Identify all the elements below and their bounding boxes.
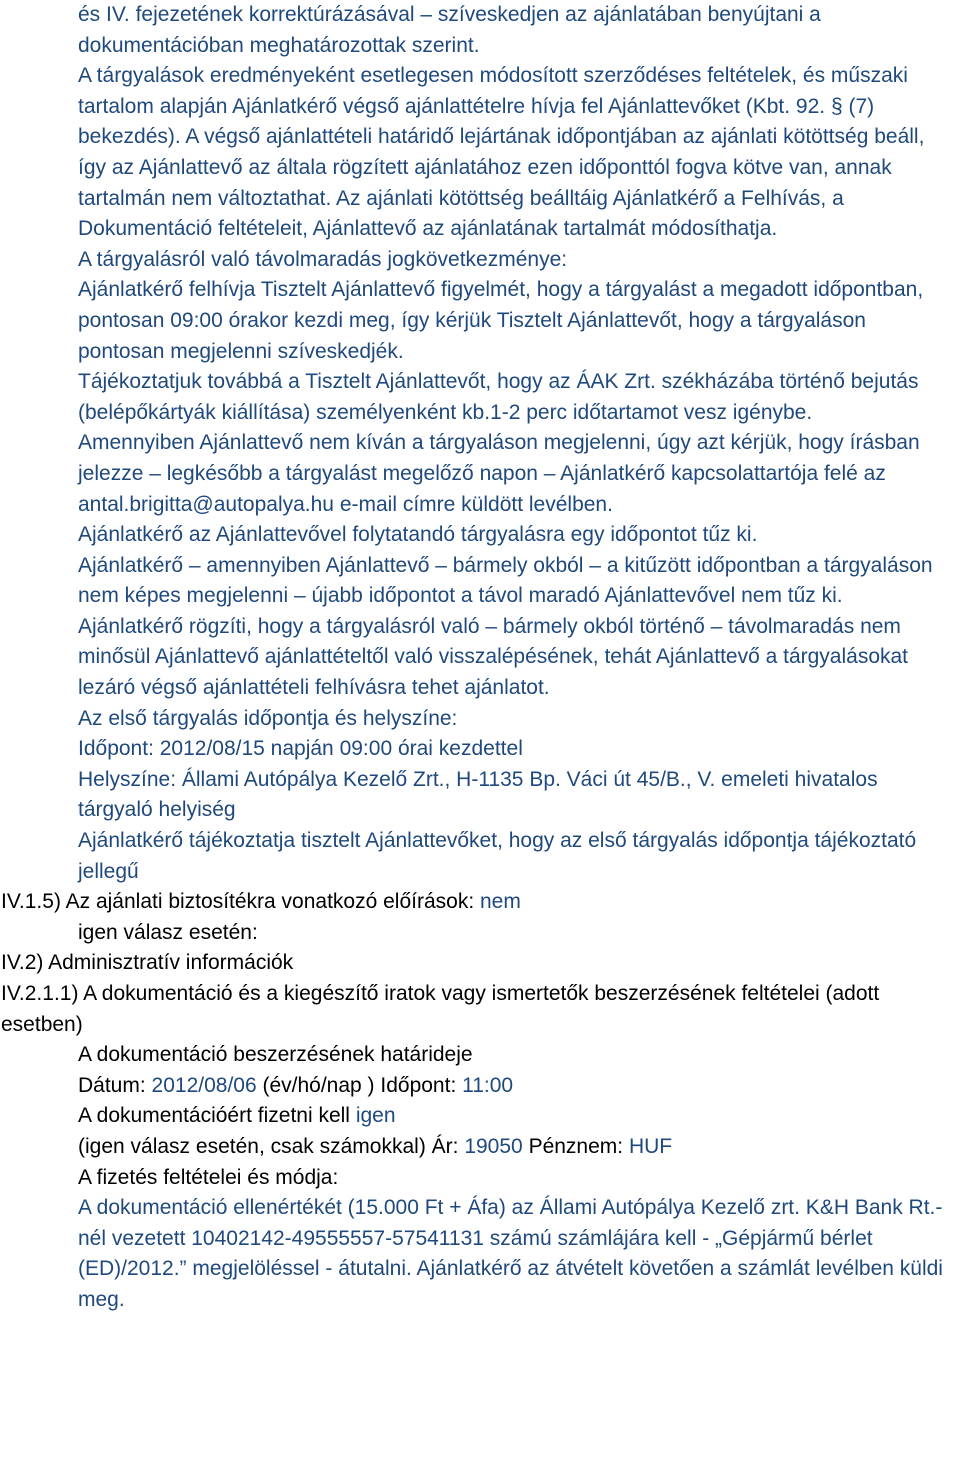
paragraph-tavolmaradas-jelzes: Amennyiben Ajánlattevő nem kíván a tárgyaláson megjelenni, úgy azt kérjük, hogy írásban jelezze – legkésőbb a tárgyalást megelőző napon – Ajánlatkérő kapcsolattartója felé az antal.brigitta@autopalya.hu e-mail címre küldött levélben. <box>78 431 920 516</box>
penznem-value: HUF <box>628 1134 673 1158</box>
section-ajanlati-biztositek-label: IV.1.5) Az ajánlati biztosítékra vonatkozó előírások: <box>1 890 480 914</box>
heading-elso-targyalas: Az első tárgyalás időpontja és helyszíne: <box>78 706 458 730</box>
fizetni-kell-value: igen <box>355 1104 396 1128</box>
fizetes-feltetelei-text: A dokumentáció ellenértékét (15.000 Ft + Áfa) az Állami Autópálya Kezelő zrt. K&H Bank Rt.-nél vezetett 10402142-49555557-57541131 számú számlájára kell - „Gépjármű bérlet (ED)/2012.” megjelöléssel - átutalni. Ajánlatkérő az átvételt követően a számlát levélben küldi meg. <box>78 1196 943 1311</box>
paragraph-ujabb-idopont: Ajánlatkérő – amennyiben Ajánlattevő – bármely okból – a kitűzött időpontban a tárgyaláson nem képes megjelenni – újabb időpontot a távol maradó Ajánlattevővel nem tűz ki. <box>78 553 933 608</box>
paragraph-tajekoztato-jellegu: Ajánlatkérő tájékoztatja tisztelt Ajánlattevőket, hogy az első tárgyalás időpontja tájékoztató jellegű <box>78 829 917 883</box>
heading-tavolmaradas: A tárgyalásról való távolmaradás jogkövetkezménye: <box>78 247 568 271</box>
fizetni-kell-line <box>0 1101 960 1132</box>
idopont-value: 11:00 <box>462 1073 514 1097</box>
paragraph-idopont-kituzes: Ajánlatkérő az Ajánlattevővel folytatandó tárgyalásra egy időpontot tűz ki. <box>78 523 758 547</box>
paragraph-tavolmaradas-figyelem: Ajánlatkérő felhívja Tisztelt Ajánlattevő figyelmét, hogy a tárgyalást a megadott időpontban, pontosan 09:00 órakor kezdi meg, így kérjük Tisztelt Ajánlattevőt, hogy a tárgyaláson pontosan megjelenni szíveskedjék. <box>78 278 924 363</box>
ar-penznem-line <box>0 1132 960 1163</box>
paragraph-vegso-ajanlattetel: A tárgyalások eredményeként esetlegesen módosított szerződéses feltételek, és műszaki tartalom alapján Ajánlatkérő végső ajánlattételre hívja fel Ajánlattevőket (Kbt. 92. § (7) bekezdés). A végső ajánlattételi határidő lejártának időpontjában az ajánlati kötöttség beáll, így az Ajánlattevő az általa rögzített ajánlatához ezen időponttól fogva kötve van, annak tartalmán nem változtathat. Az ajánlati kötöttség beálltáig Ajánlatkérő a Felhívás, a Dokumentáció feltételeit, Ajánlattevő az ajánlatának tartalmát módosíthatja. <box>78 64 925 241</box>
section-ajanlati-biztositek <box>0 887 960 918</box>
idopont-label: (év/hó/nap ) Időpont: <box>256 1073 463 1097</box>
paragraph-korrektura: és IV. fejezetének korrektúrázásával – szíveskedjen az ajánlatában benyújtani a dokumentációban meghatározottak szerint. <box>78 3 821 57</box>
paragraph-belepes: Tájékoztatjuk továbbá a Tisztelt Ajánlattevőt, hogy az ÁAK Zrt. székházába történő bejutás (belépőkártyák kiállítása) személyenként kb.1-2 perc időtartamot vesz igénybe. <box>78 370 919 424</box>
targyalas-helyszin: Helyszíne: Állami Autópálya Kezelő Zrt., H-1135 Bp. Váci út 45/B., V. emeleti hivatalos tárgyaló helyiség <box>78 767 878 822</box>
datum-value: 2012/08/06 <box>151 1073 257 1097</box>
section-ajanlati-biztositek-value: nem <box>480 890 521 914</box>
section-dokumentacio-feltetelei: IV.2.1.1) A dokumentáció és a kiegészítő iratok vagy ismertetők beszerzésének feltételei (adott esetben) <box>1 982 880 1036</box>
ar-label: (igen válasz esetén, csak számokkal) Ár: <box>78 1134 465 1158</box>
targyalas-idopont: Időpont: 2012/08/15 napján 09:00 órai kezdettel <box>78 737 523 761</box>
datum-idopont-line <box>0 1071 960 1102</box>
paragraph-nem-visszalepes: Ajánlatkérő rögzíti, hogy a tárgyalásról való – bármely okból történő – távolmaradás nem minősül Ajánlattevő ajánlattételtől való visszalépésének, tehát Ajánlattevő a tárgyalásokat lezáró végső ajánlattételi felhívásra tehet ajánlatot. <box>78 614 909 700</box>
penznem-label: Pénznem: <box>522 1134 629 1158</box>
fizetni-kell-label: A dokumentációért fizetni kell <box>78 1104 356 1128</box>
datum-label: Dátum: <box>78 1073 152 1097</box>
igen-valasz-eseten: igen válasz esetén: <box>78 920 258 944</box>
dokumentacio-hatarido-label: A dokumentáció beszerzésének határideje <box>78 1043 473 1067</box>
ar-value: 19050 <box>464 1134 523 1158</box>
section-adminisztrativ: IV.2) Adminisztratív információk <box>1 951 294 975</box>
fizetes-feltetelei-label: A fizetés feltételei és módja: <box>78 1165 339 1189</box>
